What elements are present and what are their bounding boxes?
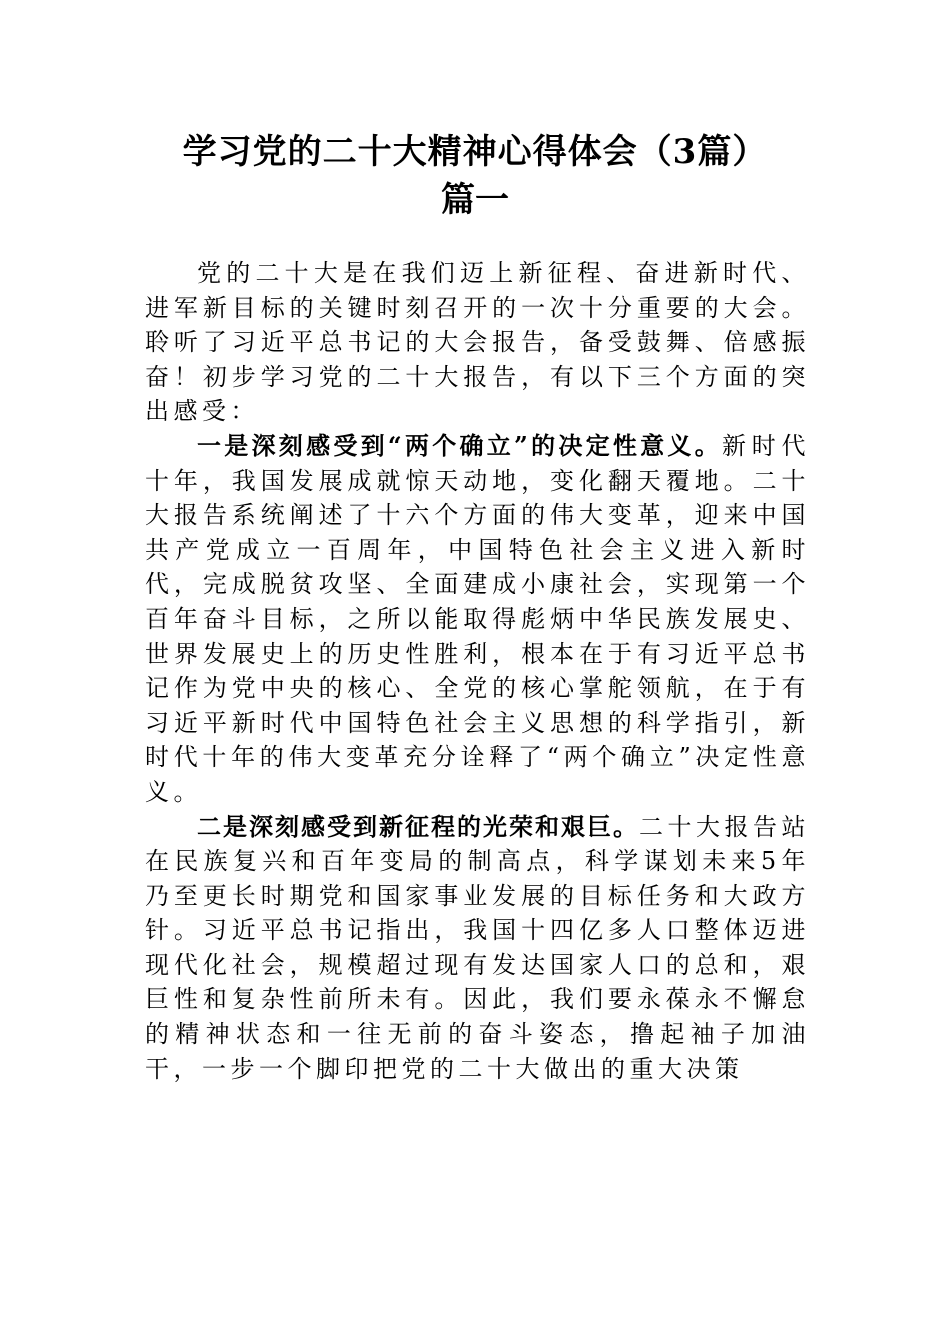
paragraph-lead: 一是深刻感受到“两个确立”的决定性意义。 xyxy=(197,430,722,460)
paragraph-text: 新时代十年，我国发展成就惊天动地，变化翻天覆地。二十大报告系统阐述了十六个方面的伟大变革，迎来中国共产党成立一百周年，中国特色社会主义进入新时代，完成脱贫攻坚、全面建成小康社会，实现第一个百年奋斗目标，之所以能取得彪炳中华民族发展史、世界发展史上的历史性胜利，根本在于有习近平总书记作为党中央的核心、全党的核心掌舵领航，在于有习近平新时代中国特色社会主义思想的科学指引，新时代十年的伟大变革充分诠释了“两个确立”决定性意义。 xyxy=(145,431,811,806)
document-body xyxy=(145,256,810,1086)
section-heading: 篇一 xyxy=(441,180,509,220)
document-title: 学习党的二十大精神心得体会（3篇） xyxy=(182,132,768,172)
paragraph-text: 党的二十大是在我们迈上新征程、奋进新时代、进军新目标的关键时刻召开的一次十分重要的大会。聆听了习近平总书记的大会报告，备受鼓舞、倍感振奋！初步学习党的二十大报告，有以下三个方面的突出感受： xyxy=(145,259,810,426)
paragraph-point-two xyxy=(145,810,810,1087)
paragraph-intro xyxy=(145,256,810,429)
paragraph-point-one xyxy=(145,429,810,810)
paragraph-lead: 二是深刻感受到新征程的光荣和艰巨。 xyxy=(197,811,639,841)
paragraph-text: 二十大报告站在民族复兴和百年变局的制高点，科学谋划未来5年乃至更长时期党和国家事业发展的目标任务和大政方针。习近平总书记指出，我国十四亿多人口整体迈进现代化社会，规模超过现有发达国家人口的总和，艰巨性和复杂性前所未有。因此，我们要永葆永不懈怠的精神状态和一往无前的奋斗姿态，撸起袖子加油干，一步一个脚印把党的二十大做出的重大决策 xyxy=(145,812,810,1083)
